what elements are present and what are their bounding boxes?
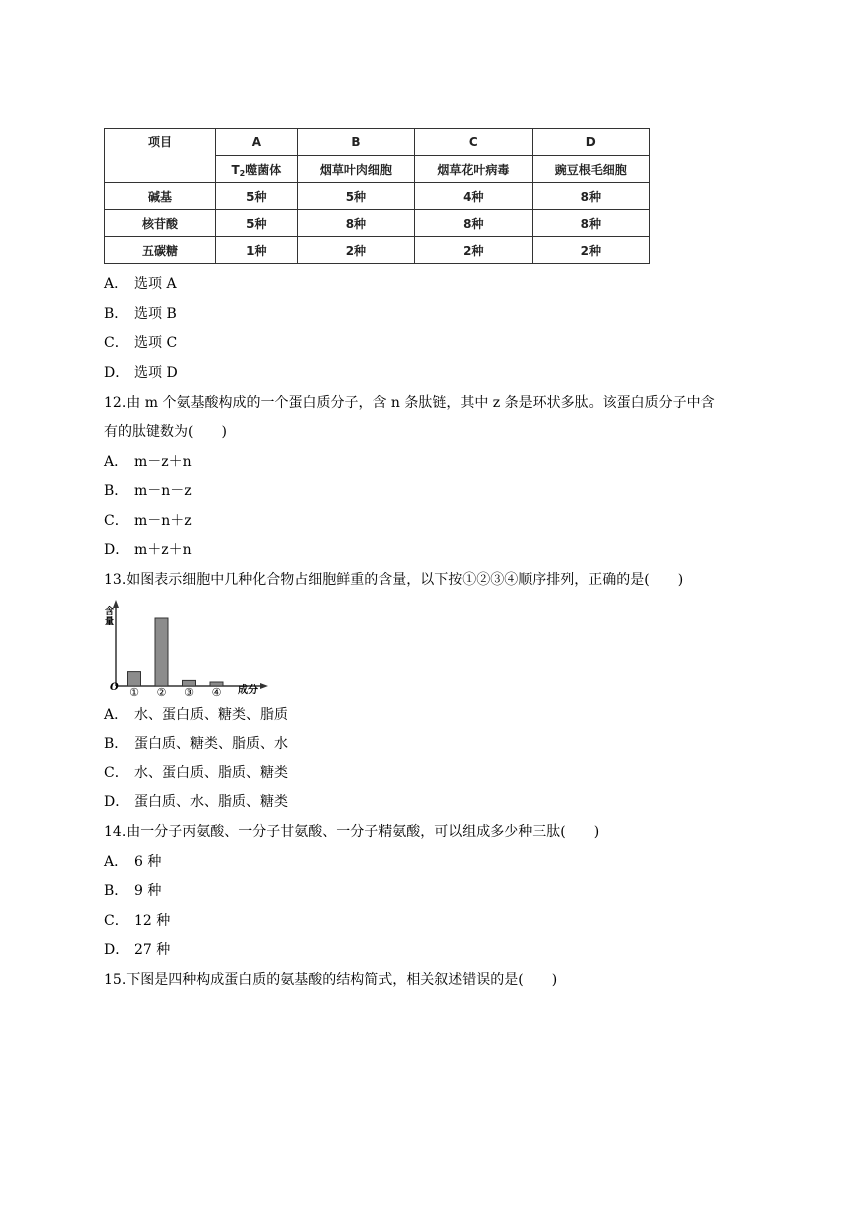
bar-2 [155, 618, 168, 686]
table-row [105, 237, 650, 264]
option-label: C． [104, 513, 129, 529]
option-text: 选项 B [134, 306, 177, 322]
q12-option-c[interactable] [104, 511, 192, 531]
option-label: C． [104, 765, 129, 781]
option-label: D． [104, 542, 130, 558]
option-label: A． [104, 854, 129, 870]
col-name-a [216, 156, 298, 183]
origin-label: O [110, 682, 119, 693]
x-tick-label: ③ [184, 686, 194, 698]
x-tick-label: ① [129, 686, 139, 698]
col-letter-c: C [415, 129, 532, 156]
option-text: 蛋白质、水、脂质、糖类 [134, 794, 288, 810]
bar-1 [128, 672, 141, 686]
q13-stem: 13.如图表示细胞中几种化合物占细胞鲜重的含量，以下按①②③④顺序排列，正确的是( ) [104, 572, 684, 588]
q13-option-b[interactable] [104, 734, 288, 754]
col-name-b: 烟草叶肉细胞 [297, 156, 414, 183]
y-axis-label-1: 含 [105, 607, 115, 617]
q12-option-b[interactable] [104, 481, 192, 501]
table-corner: 项目 [105, 129, 216, 183]
option-label: A． [104, 707, 129, 723]
option-label: B． [104, 306, 129, 322]
option-label: A． [104, 454, 129, 470]
table-cell: 2种 [415, 237, 532, 264]
table-cell: 5种 [216, 210, 298, 237]
x-tick-label: ④ [211, 686, 222, 698]
table-cell: 5种 [297, 183, 414, 210]
table-cell: 4种 [415, 183, 532, 210]
row-label: 五碳糖 [105, 237, 216, 264]
q13-option-c[interactable] [104, 763, 288, 783]
q11-option-b[interactable] [104, 304, 177, 324]
table-cell: 1种 [216, 237, 298, 264]
option-text: 27 种 [134, 942, 171, 958]
option-text: m－n＋z [134, 513, 192, 529]
table-row [105, 210, 650, 237]
q13-option-d[interactable] [104, 792, 288, 812]
table-cell: 8种 [532, 183, 649, 210]
option-label: A． [104, 276, 129, 292]
option-label: D． [104, 794, 130, 810]
x-axis-label: 成分 [238, 685, 258, 696]
option-label: D． [104, 365, 130, 381]
q14-option-d[interactable] [104, 940, 170, 960]
q14-stem: 14.由一分子丙氨酸、一分子甘氨酸、一分子精氨酸，可以组成多少种三肽( ) [104, 824, 600, 840]
option-text: 选项 A [134, 276, 177, 292]
table-cell: 8种 [415, 210, 532, 237]
row-label: 核苷酸 [105, 210, 216, 237]
table-cell: 2种 [297, 237, 414, 264]
option-text: 选项 C [134, 335, 178, 351]
col-name-a-sub: 2 [239, 168, 246, 178]
q11-option-d[interactable] [104, 363, 178, 383]
row-label: 碱基 [105, 183, 216, 210]
col-name-a-main: T [231, 162, 240, 177]
q12-stem-line2: 有的肽键数为( ) [104, 424, 227, 440]
option-label: C． [104, 913, 129, 929]
q12-option-a[interactable] [104, 452, 192, 472]
x-axis-arrow [260, 683, 268, 689]
option-text: m－n－z [134, 483, 192, 499]
table-row [105, 183, 650, 210]
option-text: 9 种 [134, 883, 162, 899]
table-cell: 8种 [532, 210, 649, 237]
q14-option-c[interactable] [104, 911, 170, 931]
composition-bar-chart [104, 598, 274, 698]
col-letter-b: B [297, 129, 414, 156]
q14-option-b[interactable] [104, 881, 161, 901]
col-letter-a: A [216, 129, 298, 156]
option-text: m＋z＋n [134, 542, 192, 558]
nucleic-acid-table [104, 128, 650, 264]
y-axis-label-2: 量 [105, 617, 115, 627]
option-text: 蛋白质、糖类、脂质、水 [134, 736, 288, 752]
q12-option-d[interactable] [104, 540, 192, 560]
option-label: B． [104, 736, 129, 752]
col-name-c: 烟草花叶病毒 [415, 156, 532, 183]
q13-option-a[interactable] [104, 705, 288, 725]
col-letter-d: D [532, 129, 649, 156]
option-label: B． [104, 883, 129, 899]
option-label: B． [104, 483, 129, 499]
q11-option-a[interactable] [104, 274, 177, 294]
option-label: C． [104, 335, 129, 351]
x-tick-label: ② [156, 686, 167, 698]
q12-stem-line1: 12.由 m 个氨基酸构成的一个蛋白质分子，含 n 条肽链，其中 z 条是环状多肽。该蛋白质分子中含 [104, 395, 715, 411]
option-text: 选项 D [134, 365, 178, 381]
table-cell: 8种 [297, 210, 414, 237]
option-text: 12 种 [134, 913, 171, 929]
q15-stem: 15.下图是四种构成蛋白质的氨基酸的结构简式，相关叙述错误的是( ) [104, 972, 558, 988]
q11-option-c[interactable] [104, 333, 177, 353]
option-text: 水、蛋白质、脂质、糖类 [134, 765, 288, 781]
option-text: 6 种 [134, 854, 162, 870]
q14-option-a[interactable] [104, 852, 161, 872]
col-name-a-rest: 噬菌体 [245, 162, 282, 177]
option-label: D． [104, 942, 130, 958]
table-cell: 5种 [216, 183, 298, 210]
option-text: 水、蛋白质、糖类、脂质 [134, 707, 288, 723]
table-cell: 2种 [532, 237, 649, 264]
option-text: m－z＋n [134, 454, 192, 470]
col-name-d: 豌豆根毛细胞 [532, 156, 649, 183]
